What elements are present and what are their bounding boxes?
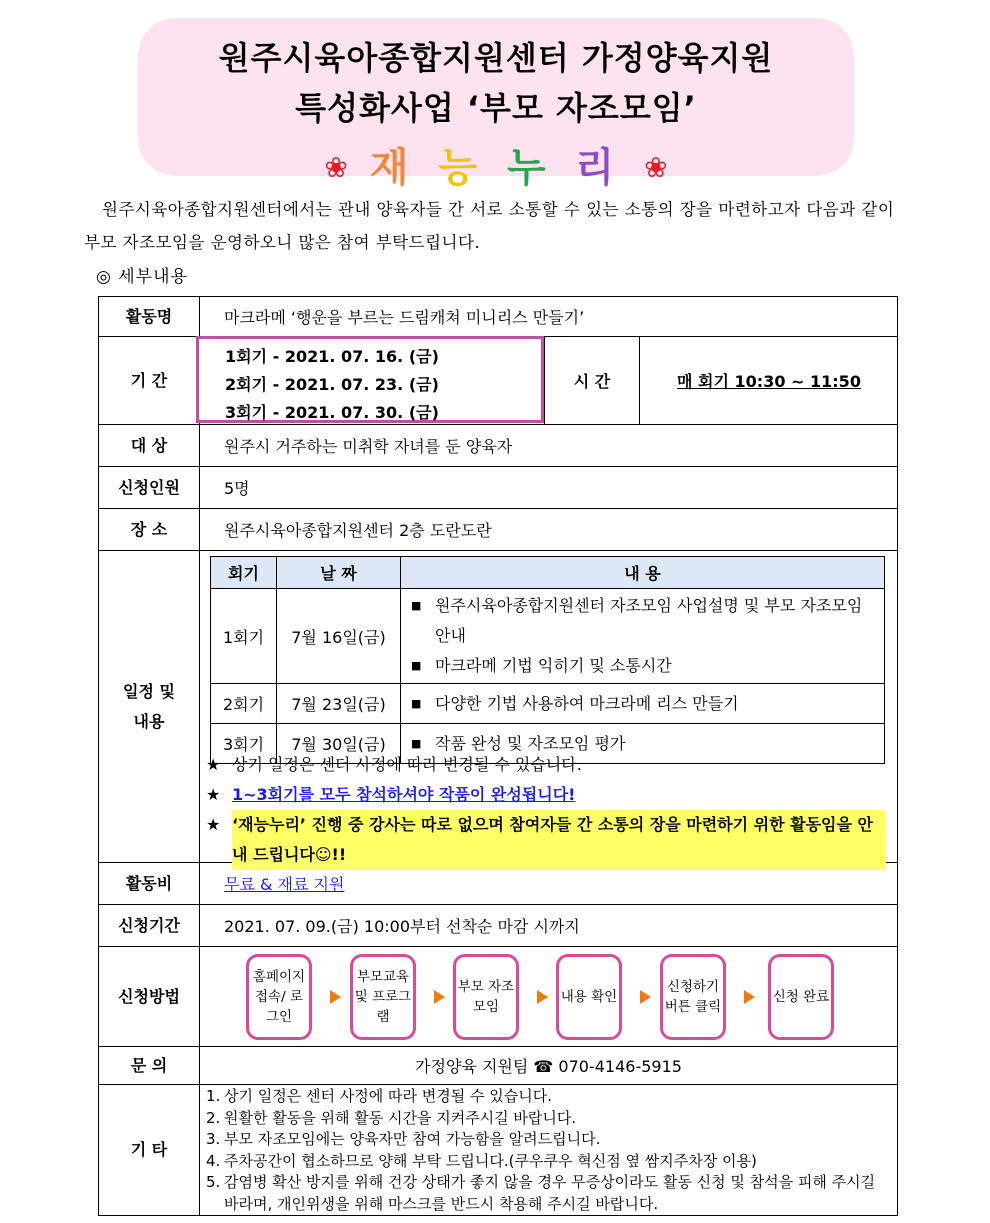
arrow-right-icon — [330, 990, 341, 1004]
flower-icon-right: ❀ — [644, 151, 668, 184]
bullet-icon: ■ — [411, 696, 422, 710]
star-icon: ★ — [206, 815, 221, 834]
target-label: 대 상 — [99, 425, 200, 467]
note-item-important: ★ 1~3회기를 모두 참석하셔야 작품이 완성됩니다! — [206, 780, 886, 810]
schedule-label-line-1: 일정 및 — [123, 681, 175, 701]
schedule-header-session: 회기 — [211, 557, 277, 589]
apply-period-label: 신청기간 — [99, 905, 200, 947]
arrow-right-icon — [434, 990, 445, 1004]
session-no: 2회기 — [211, 684, 277, 724]
step-box-6: 신청 완료 — [768, 954, 834, 1040]
session-no: 1회기 — [211, 589, 277, 684]
session-no: 3회기 — [211, 724, 277, 764]
session-date: 7월 30일(금) — [277, 724, 401, 764]
session-date: 7월 16일(금) — [277, 589, 401, 684]
date-session-1: 1회기 - 2021. 07. 16. (금) — [225, 347, 439, 366]
program-name-char-3: 누 — [506, 145, 554, 191]
capacity-label: 신청인원 — [99, 467, 200, 509]
fee-value: 무료 & 재료 지원 — [224, 875, 345, 894]
etc-list — [206, 1086, 890, 1215]
apply-period-value: 2021. 07. 09.(금) 10:00부터 선착순 마감 시까지 — [200, 905, 897, 947]
schedule-label — [99, 551, 200, 863]
program-name — [138, 136, 854, 193]
session-content — [401, 684, 885, 724]
fee-label: 활동비 — [99, 863, 200, 905]
schedule-label-line-2: 내용 — [133, 711, 165, 731]
place-label: 장 소 — [99, 509, 200, 551]
star-icon: ★ — [206, 755, 221, 774]
time-label: 시 간 — [544, 336, 640, 424]
date-session-3: 3회기 - 2021. 07. 30. (금) — [225, 403, 439, 422]
program-name-char-4: 리 — [575, 145, 623, 191]
table-row — [211, 684, 885, 724]
place-value: 원주시육아종합지원센터 2층 도란도란 — [200, 509, 897, 551]
list-item: 5. 감염병 확산 방지를 위해 건강 상태가 좋지 않을 경우 무증상이라도 활동 신청 및 참석을 피해 주시길 바라며, 개인위생을 위해 마스크를 반드시 착용해 주시길 바랍니다. — [206, 1173, 876, 1213]
time-value: 매 회기 10:30 ~ 11:50 — [677, 371, 861, 391]
apply-method-label: 신청방법 — [99, 947, 200, 1047]
title-line-2: 특성화사업 ‘부모 자조모임’ — [295, 89, 697, 127]
date-session-2: 2회기 - 2021. 07. 23. (금) — [225, 375, 439, 394]
schedule-header-date: 날 짜 — [277, 557, 401, 589]
section-heading: ◎ 세부내용 — [96, 267, 188, 287]
step-box-3: 부모 자조모임 — [453, 954, 519, 1040]
dates-highlight-box — [196, 336, 544, 423]
list-item: 3. 부모 자조모임에는 양육자만 참여 가능함을 알려드립니다. — [206, 1130, 601, 1148]
session-item: 마크라메 기법 익히기 및 소통시간 — [435, 656, 672, 675]
session-date: 7월 23일(금) — [277, 684, 401, 724]
program-name-char-2: 능 — [438, 145, 486, 191]
title-banner — [138, 18, 854, 191]
contact-value: 가정양육 지원팀 ☎ 070-4146-5915 — [200, 1047, 897, 1085]
step-box-2: 부모교육 및 프로그램 — [350, 954, 416, 1040]
flower-icon-left: ❀ — [324, 151, 348, 184]
arrow-right-icon — [537, 990, 548, 1004]
schedule-notes — [206, 750, 886, 870]
contact-label: 문 의 — [99, 1047, 200, 1085]
note-item-highlight: ★ ‘재능누리’ 진행 중 강사는 따로 없으며 참여자들 간 소통의 장을 마련하기 위한 활동임을 안내 드립니다☺!! — [206, 810, 886, 870]
activity-value: 마크라메 ‘행운을 부르는 드림캐쳐 미니리스 만들기’ — [200, 297, 897, 337]
bullet-icon: ■ — [411, 659, 422, 672]
session-item: 작품 완성 및 자조모임 평가 — [435, 733, 626, 753]
list-item: 1. 상기 일정은 센터 사정에 따라 변경될 수 있습니다. — [206, 1087, 552, 1105]
note-item: ★ 상기 일정은 센터 사정에 따라 변경될 수 있습니다. — [206, 750, 886, 780]
session-item: 원주시육아종합지원센터 자조모임 사업설명 및 부모 자조모임 안내 — [435, 596, 863, 645]
schedule-header-content: 내 용 — [401, 557, 885, 589]
period-label: 기 간 — [99, 337, 200, 425]
schedule-table — [210, 556, 885, 764]
table-row — [211, 589, 885, 684]
etc-label: 기 타 — [99, 1085, 200, 1215]
program-name-char-1: 재 — [369, 145, 417, 191]
intro-paragraph: 원주시육아종합지원센터에서는 관내 양육자들 간 서로 소통할 수 있는 소통의 장을 마련하고자 다음과 같이 부모 자조모임을 운영하오니 많은 참여 부탁드립니다. — [84, 200, 895, 252]
step-box-4: 내용 확인 — [556, 954, 622, 1040]
title-line-1: 원주시육아종합지원센터 가정양육지원 — [218, 39, 774, 77]
bullet-icon: ■ — [411, 599, 422, 612]
arrow-right-icon — [640, 990, 651, 1004]
list-item: 2. 원활한 활동을 위해 활동 시간을 지켜주시길 바랍니다. — [206, 1108, 577, 1127]
list-item: 4. 주차공간이 협소하므로 양해 부탁 드립니다.(쿠우쿠우 혁신점 옆 쌈지주차장 이용) — [206, 1151, 757, 1170]
apply-steps-flow — [246, 954, 846, 1040]
step-box-5: 신청하기 버튼 클릭 — [660, 954, 726, 1040]
capacity-value: 5명 — [200, 467, 897, 509]
star-icon: ★ — [206, 785, 221, 804]
bullet-icon: ■ — [411, 736, 422, 750]
session-content — [401, 589, 885, 684]
step-box-1: 홈페이지 접속/ 로그인 — [246, 954, 312, 1040]
arrow-right-icon — [744, 990, 755, 1004]
target-value: 원주시 거주하는 미취학 자녀를 둔 양육자 — [200, 425, 897, 467]
activity-label: 활동명 — [99, 297, 200, 337]
session-item: 다양한 기법 사용하여 마크라메 리스 만들기 — [435, 693, 739, 713]
